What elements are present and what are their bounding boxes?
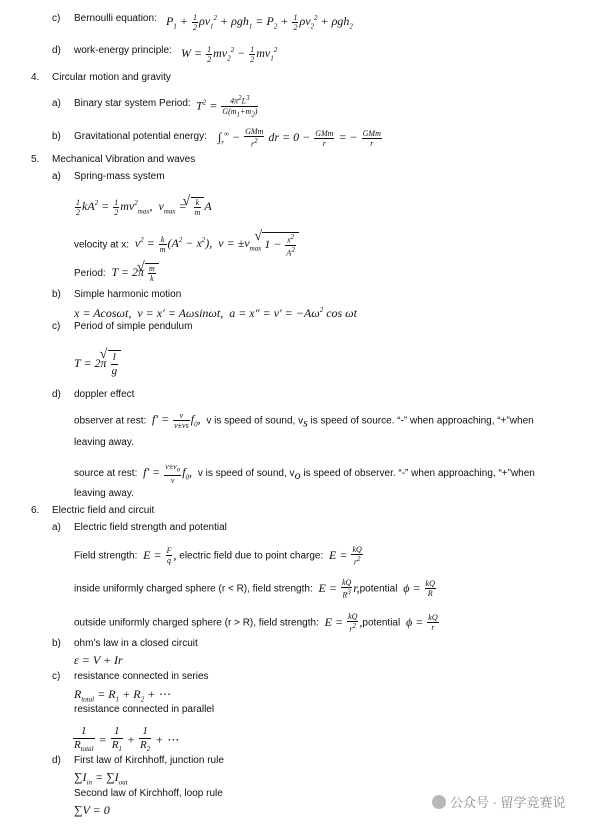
work-energy-equation: W = $\frac{1}{2}$ $mv_2^2$ − $\frac{1}{2}$ $mv_1^2$ [181, 44, 278, 64]
item-label: b) [52, 289, 61, 300]
watermark-text: 公众号 · 留学竞赛说 [450, 795, 566, 810]
section-title: Electric field and circuit [52, 505, 155, 516]
parallel-equation: $\frac{1}{R_{total}}$ = $\frac{1}{R_1}$ + $\frac{1}{R_2}$ + ⋯ [74, 725, 179, 754]
observer-note-cont: is speed of source. “-” when approaching, “+”when [310, 415, 534, 427]
grav-potential-equation: $\int_r^\infty$ − $\frac{\text{GMm}}{r^2}$ dr = 0 − $\frac{\text{GMm}}{r}$ = − $\frac{\text{GMm}}{r}$ [218, 127, 381, 150]
spring-period-row [74, 263, 159, 283]
item-text: First law of Kirchhoff, junction rule [74, 755, 224, 766]
potential-label: potential [359, 583, 398, 595]
velocity-equation: $v^2$ = $\frac{k}{m}$ $(A^2 - x^2)$, $v = \pm v_{max}√$ 1 − $\frac{x^2}{A^2}$ [132, 236, 299, 250]
field-strength-label: Field strength: [74, 550, 138, 562]
item-text: resistance connected in series [74, 671, 209, 682]
parallel-label: resistance connected in parallel [74, 704, 215, 715]
item-text: Binary star system Period: [74, 98, 191, 109]
item-label: d) [52, 755, 61, 766]
item-label: b) [52, 638, 61, 649]
doppler-source-equation: f′ = $\frac{v\pm v_o}{v}$ $f_0$, [140, 462, 196, 485]
item-label: c) [52, 321, 61, 332]
item-label: a) [52, 98, 61, 109]
spring-period-equation: T = 2π √ $\frac{m}{k}$ [108, 265, 158, 279]
item-text: Gravitational potential energy: [74, 131, 207, 142]
doppler-observer-row [74, 411, 534, 432]
loop-rule-label: Second law of Kirchhoff, loop rule [74, 788, 223, 799]
item-label: c) [52, 671, 61, 682]
item-label: d) [52, 389, 61, 400]
doppler-observer-equation: f′ = $\frac{v}{v\pm vs}$ $f_0$, [149, 411, 204, 430]
ohm-law-equation: ε = V + Ir [74, 653, 123, 667]
observer-label: observer at rest: [74, 415, 147, 427]
doppler-observer-row-2: leaving away. [74, 437, 134, 448]
outside-sphere-label: outside uniformly charged sphere (r > R), field strength: [74, 617, 319, 629]
inside-sphere-potential: ϕ = $\frac{kQ}{R}$ [400, 579, 435, 599]
shm-equation: x = Acosωt, v = x′ = Aωsinωt, $a = x'' = v' = -A\omega^2$ cos ωt [74, 306, 357, 320]
source-note-cont: is speed of observer. “-” when approaching, “+”when [303, 468, 535, 480]
loop-rule-equation: ∑V = 0 [74, 803, 110, 817]
item-text: doppler effect [74, 389, 135, 400]
wechat-icon [432, 795, 446, 809]
observer-note: v is speed of sound, v [206, 415, 304, 427]
watermark [432, 792, 566, 811]
outside-sphere-row [74, 612, 440, 634]
binary-star-equation: $T^2$ = $\frac{4\pi^2L^3}{G(m_1+m_2)}$ [196, 94, 258, 119]
pendulum-equation: T = 2π √ $\frac{l}{g}$ [74, 350, 121, 378]
point-charge-equation: E = $\frac{kQ}{r^2}$ [326, 545, 362, 567]
period-label: Period: [74, 267, 106, 279]
velocity-row [74, 232, 299, 257]
item-text: Period of simple pendulum [74, 321, 193, 332]
item-label: d) [52, 45, 61, 56]
item-label: a) [52, 522, 61, 533]
inside-sphere-label: inside uniformly charged sphere (r < R), field strength: [74, 583, 313, 595]
outside-sphere-field: E = $\frac{kQ}{r^2}$ , [321, 612, 363, 634]
source-subscript: s [303, 415, 308, 430]
item-text: Simple harmonic motion [74, 289, 182, 300]
inside-sphere-field: E = $\frac{kQ}{R^3}$ r, [315, 578, 360, 600]
outside-sphere-potential: ϕ = $\frac{kQ}{r}$ [402, 613, 438, 633]
item-label: a) [52, 171, 61, 182]
bernoulli-equation: $P_1$ + $\frac{1}{2}$ $\rho v_1^2 + \rho gh_1 = P_2$ + $\frac{1}{2}$ $\rho v_2^2 + \rho gh_2$ [166, 12, 353, 32]
item-text: Spring-mass system [74, 171, 165, 182]
potential-label: potential [362, 617, 401, 629]
field-strength-row [74, 545, 364, 567]
series-equation: $R_{total} = R_1 + R_2$ + ⋯ [74, 687, 171, 704]
observer-subscript: o [294, 468, 301, 483]
doppler-source-row [74, 462, 535, 485]
spring-energy-equation: $\frac{1}{2}$ $kA^2$ = $\frac{1}{2}$ $mv^2_{max}$, $v_{max}$ = √ $\frac{k}{m}$ A [74, 196, 212, 218]
item-text: ohm’s law in a closed circuit [74, 638, 198, 649]
point-charge-label: electric field due to point charge: [179, 550, 324, 562]
item-text: work-energy principle: [74, 45, 172, 56]
doppler-source-row-2: leaving away. [74, 488, 134, 499]
inside-sphere-row [74, 578, 437, 600]
item-text: Bernoulli equation: [74, 13, 157, 24]
field-strength-equation: E = $\frac{F}{q}$ , [140, 546, 177, 566]
section-number: 4. [31, 72, 40, 83]
section-number: 6. [31, 505, 40, 516]
source-label: source at rest: [74, 468, 138, 480]
source-note: v is speed of sound, v [197, 468, 295, 480]
section-number: 5. [31, 154, 40, 165]
item-text: Electric field strength and potential [74, 522, 227, 533]
item-label: c) [52, 13, 61, 24]
section-title: Mechanical Vibration and waves [52, 154, 196, 165]
junction-rule-equation: $\sum I_{in} = \sum I_{out}$ [74, 770, 128, 787]
velocity-label: velocity at x: [74, 239, 130, 251]
item-label: b) [52, 131, 61, 142]
section-title: Circular motion and gravity [52, 72, 171, 83]
